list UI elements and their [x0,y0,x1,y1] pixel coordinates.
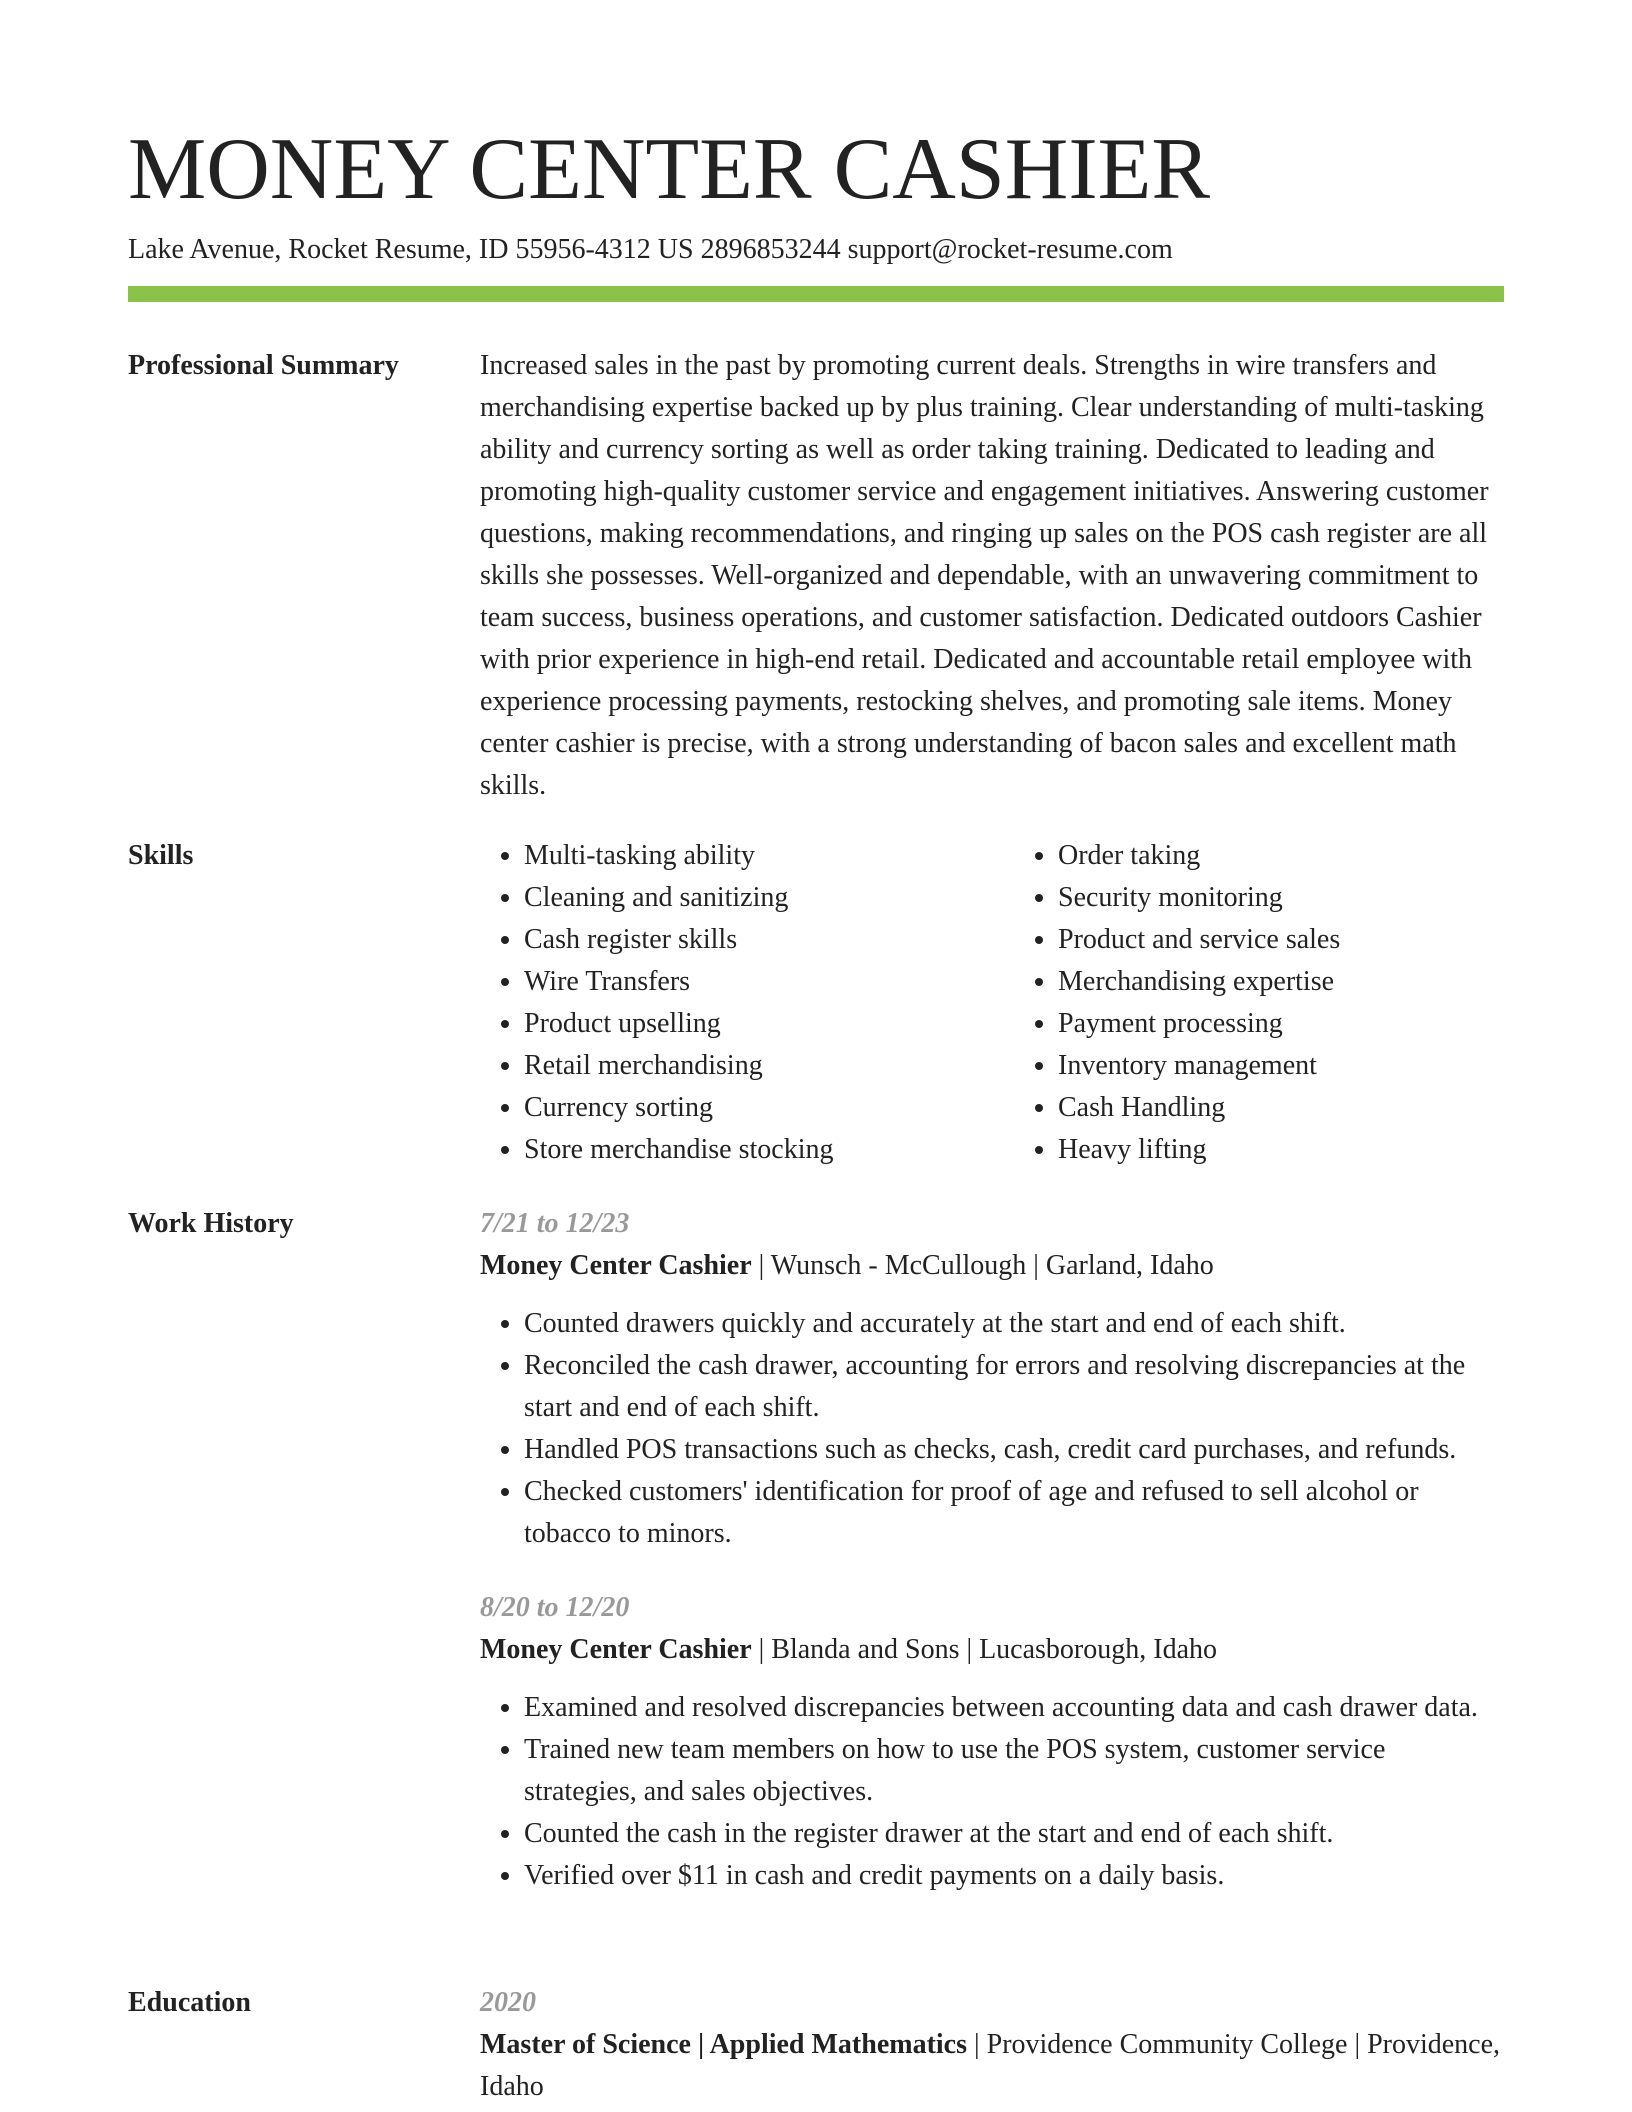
degree-title: Master of Science | Applied Mathematics [480,2029,968,2060]
job-dates: 7/21 to 12/23 [480,1208,630,1239]
school-location: | Providence Community College | Providence, Idaho [480,2029,1501,2102]
skill-item: • Security monitoring [1058,877,1504,919]
summary-heading: Professional Summary [128,350,399,381]
skill-item: • Cleaning and sanitizing [524,877,970,919]
job-entry [480,1587,1504,1897]
education-date: 2020 [480,1987,536,2018]
skills-list-left [480,835,970,1171]
resume-name: MONEY CENTER CASHIER [128,121,1211,218]
job-employer-location: | Wunsch - McCullough | Garland, Idaho [751,1250,1214,1281]
skill-item: • Merchandising expertise [1058,961,1504,1003]
skill-item: • Heavy lifting [1058,1129,1504,1171]
skill-item: • Payment processing [1058,1003,1504,1045]
skill-item: • Order taking [1058,835,1504,877]
skill-item: • Multi-tasking ability [524,835,970,877]
work-history-heading: Work History [128,1208,294,1239]
skill-item: • Cash register skills [524,919,970,961]
job-title: Money Center Cashier [480,1250,752,1281]
job-duty: • Verified over $11 in cash and credit payments on a daily basis. [524,1855,1504,1897]
job-heading [480,1245,1504,1287]
skill-item: • Product and service sales [1058,919,1504,961]
skill-item: • Product upselling [524,1003,970,1045]
summary-text: Increased sales in the past by promoting current deals. Strengths in wire transfers and merchandising expertise backed up by plus training. Clear understanding of multi-tasking ability and currency sorting as well as order taking training. Dedicated to leading and promoting high-quality customer service and engagement initiatives. Answering customer questions, making recommendations, and ringing up sales on the POS cash register are all skills she possesses. Well-organized and dependable, with an unwavering commitment to team success, business operations, and customer satisfaction. Dedicated outdoors Cashier with prior experience in high-end retail. Dedicated and accountable retail employee with experience processing payments, restocking shelves, and promoting sale items. Money center cashier is precise, with a strong understanding of bacon sales and excellent math skills. [480,350,1489,801]
job-title: Money Center Cashier [480,1634,752,1665]
skill-item: • Inventory management [1058,1045,1504,1087]
education-heading: Education [128,1987,251,2018]
job-duty: • Reconciled the cash drawer, accounting for errors and resolving discrepancies at the start and end of each shift. [524,1345,1504,1429]
job-entry [480,1203,1504,1555]
skill-item: • Cash Handling [1058,1087,1504,1129]
education-heading-line [480,2024,1504,2108]
skill-item: • Currency sorting [524,1087,970,1129]
job-dates: 8/20 to 12/20 [480,1592,630,1623]
job-duty: • Counted the cash in the register drawer at the start and end of each shift. [524,1813,1504,1855]
job-duty: • Trained new team members on how to use the POS system, customer service strategies, and sales objectives. [524,1729,1504,1813]
job-employer-location: | Blanda and Sons | Lucasborough, Idaho [751,1634,1218,1665]
job-duty: • Checked customers' identification for proof of age and refused to sell alcohol or tobacco to minors. [524,1471,1504,1555]
job-duty: • Examined and resolved discrepancies between accounting data and cash drawer data. [524,1687,1504,1729]
contact-info: Lake Avenue, Rocket Resume, ID 55956-4312 US 2896853244 support@rocket-resume.com [128,234,1173,265]
job-duties [480,1687,1504,1897]
skill-item: • Retail merchandising [524,1045,970,1087]
skills-list-right [1014,835,1504,1171]
skill-item: • Store merchandise stocking [524,1129,970,1171]
job-duty: • Counted drawers quickly and accurately at the start and end of each shift. [524,1303,1504,1345]
job-heading [480,1629,1504,1671]
skills-columns [480,835,1504,1171]
job-duties [480,1303,1504,1555]
job-duty: • Handled POS transactions such as checks, cash, credit card purchases, and refunds. [524,1429,1504,1471]
header-divider [128,286,1504,302]
skill-item: • Wire Transfers [524,961,970,1003]
skills-heading: Skills [128,840,194,871]
